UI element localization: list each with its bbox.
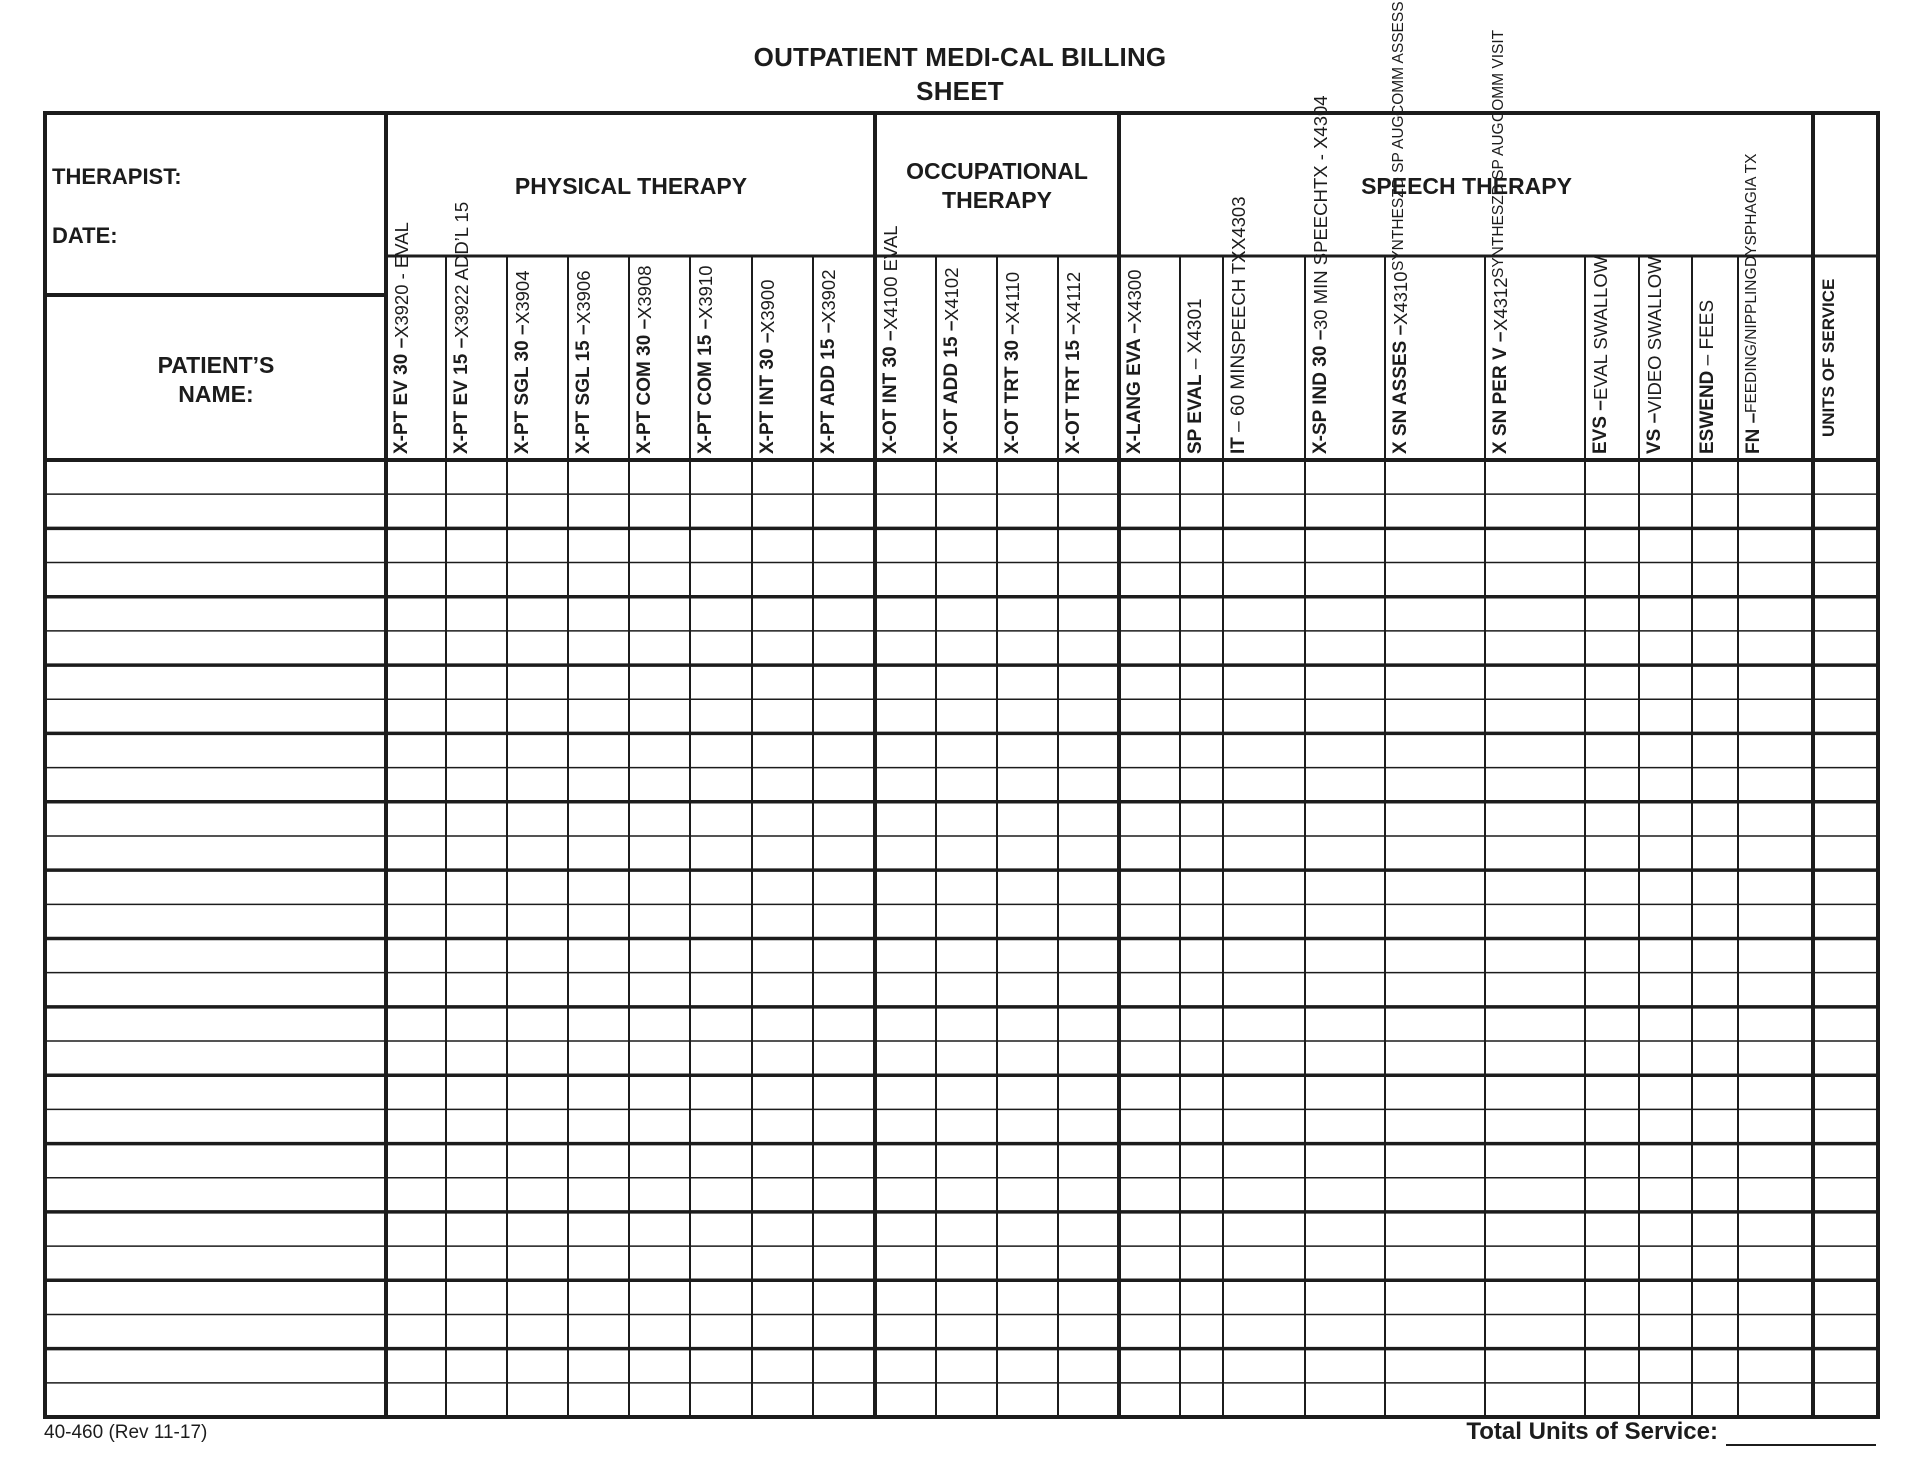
column-desc-line: X3910 bbox=[695, 265, 716, 319]
column-desc-line: X3902 bbox=[818, 269, 839, 323]
column-desc-line: 30 MIN SPEECH bbox=[1310, 188, 1331, 330]
occupational-therapy-header bbox=[875, 116, 1119, 256]
column-desc-line: VIDEO SWALLOW bbox=[1644, 256, 1665, 413]
column-code-bold: X-OT INT 30 – bbox=[880, 330, 901, 454]
column-code-bold: X SN PER V – bbox=[1490, 331, 1511, 454]
column-header-17 bbox=[1490, 30, 1582, 454]
column-code-bold: X-PT SGL 15 – bbox=[573, 324, 594, 454]
column-code-bold: X-PT SGL 30 – bbox=[512, 324, 533, 454]
column-desc-line: X4102 bbox=[941, 267, 962, 321]
therapist-label: THERAPIST: bbox=[52, 164, 182, 189]
column-header-13 bbox=[1185, 262, 1220, 454]
occupational-therapy-line-1: OCCUPATIONAL bbox=[906, 158, 1088, 184]
total-units-label: Total Units of Service: bbox=[1466, 1418, 1718, 1445]
column-desc-small: FEEDING/NIPPLING bbox=[1743, 267, 1760, 413]
column-code-bold: X-PT ADD 15 – bbox=[818, 322, 839, 454]
column-code-bold: X-OT TRT 30 – bbox=[1002, 324, 1023, 454]
column-code-bold: ESWEND bbox=[1697, 370, 1718, 454]
column-desc-line: X3906 bbox=[573, 270, 594, 325]
column-desc-line: TX - X4304 bbox=[1310, 95, 1331, 189]
column-code-bold: VS – bbox=[1644, 412, 1665, 454]
column-desc-line: X4310 bbox=[1390, 271, 1411, 325]
column-code-bold: X-PT INT 30 – bbox=[757, 332, 778, 454]
column-header-5 bbox=[695, 262, 749, 454]
column-header-14 bbox=[1228, 196, 1302, 454]
speech-therapy-label: SPEECH THERAPY bbox=[1361, 172, 1572, 199]
column-header-1 bbox=[451, 201, 504, 454]
speech-therapy-header bbox=[1119, 116, 1814, 256]
column-code-rest: – 60 MIN bbox=[1228, 354, 1249, 438]
column-code bbox=[1818, 279, 1840, 437]
column-header-7 bbox=[818, 262, 872, 454]
form-number: 40-460 (Rev 11-17) bbox=[44, 1422, 208, 1443]
column-code bbox=[1743, 413, 1765, 454]
column-code-bold: X-PT EV 30 – bbox=[391, 337, 412, 454]
column-desc-line: X4303 bbox=[1228, 196, 1249, 251]
column-code-bold: EVS – bbox=[1590, 400, 1611, 454]
column-desc-line: X4312 bbox=[1490, 278, 1511, 332]
column-desc-line: X3922 ADD’L 15 bbox=[451, 201, 472, 338]
column-header-21 bbox=[1743, 153, 1810, 454]
column-code bbox=[1124, 323, 1146, 454]
column-desc-small: COMM VISIT bbox=[1490, 30, 1507, 123]
date-label: DATE: bbox=[52, 223, 118, 248]
column-desc-line: X3900 bbox=[757, 279, 778, 333]
column-header-15 bbox=[1310, 95, 1382, 454]
column-header-19 bbox=[1644, 256, 1689, 454]
column-code bbox=[1490, 332, 1512, 455]
column-desc-small: SYNTHESZD SP AUG bbox=[1490, 122, 1507, 278]
column-desc-line: X4300 bbox=[1124, 269, 1145, 324]
column-code bbox=[880, 330, 902, 454]
column-desc-small: COMM ASSESS bbox=[1390, 1, 1407, 116]
column-code-bold: X-OT ADD 15 – bbox=[941, 320, 962, 454]
column-code bbox=[391, 338, 413, 454]
column-header-3 bbox=[573, 262, 626, 454]
column-code-bold: X-PT COM 15 – bbox=[695, 318, 716, 454]
patient-label-line-1: PATIENT’S bbox=[157, 352, 275, 378]
column-code bbox=[634, 319, 656, 454]
patient-label-line-2: NAME: bbox=[178, 381, 254, 407]
column-desc-line: X4110 bbox=[1002, 272, 1023, 325]
column-code bbox=[941, 321, 963, 454]
column-header-11 bbox=[1063, 262, 1116, 454]
title-line-1: OUTPATIENT MEDI-CAL BILLING bbox=[753, 42, 1167, 72]
column-code bbox=[1063, 324, 1085, 454]
column-code bbox=[1697, 300, 1719, 454]
column-header-10 bbox=[1002, 262, 1055, 454]
column-code bbox=[757, 333, 779, 454]
column-desc-line: X3904 bbox=[512, 270, 533, 325]
column-code bbox=[1002, 324, 1024, 454]
column-header-2 bbox=[512, 262, 565, 454]
column-header-20 bbox=[1697, 262, 1735, 454]
column-code-rest: – FEES bbox=[1697, 299, 1718, 371]
column-header-22 bbox=[1818, 262, 1875, 454]
column-code bbox=[512, 324, 534, 454]
column-code-bold: IT bbox=[1228, 437, 1249, 454]
column-code bbox=[1185, 298, 1207, 454]
column-code bbox=[818, 323, 840, 454]
column-code bbox=[1310, 330, 1332, 454]
column-header-6 bbox=[757, 262, 810, 454]
column-code-bold: X-OT TRT 15 – bbox=[1063, 324, 1084, 454]
column-desc-line: X4100 EVAL bbox=[880, 225, 901, 331]
total-units bbox=[1466, 1418, 1876, 1446]
patient-name-label bbox=[48, 351, 384, 409]
column-header-16 bbox=[1390, 1, 1482, 454]
column-code bbox=[1644, 413, 1666, 454]
column-code-bold: SP EVAL bbox=[1185, 374, 1206, 454]
column-code bbox=[573, 324, 595, 454]
column-header-12 bbox=[1124, 262, 1177, 454]
physical-therapy-label: PHYSICAL THERAPY bbox=[514, 172, 748, 199]
total-units-blank[interactable] bbox=[1726, 1422, 1876, 1446]
column-code bbox=[1390, 325, 1412, 454]
column-code-bold: X-PT COM 30 – bbox=[634, 318, 655, 454]
title-line-2: SHEET bbox=[916, 76, 1004, 106]
column-header-9 bbox=[941, 262, 994, 454]
column-header-0 bbox=[391, 221, 443, 454]
column-code-bold: FN – bbox=[1743, 412, 1764, 454]
column-code-bold: UNITS OF SERVICE bbox=[1819, 278, 1838, 438]
column-code bbox=[451, 338, 473, 454]
column-desc-small: SYNTHESZD SP AUG bbox=[1390, 115, 1407, 272]
column-code-bold: X-PT EV 15 – bbox=[451, 337, 472, 454]
column-desc-line: EVAL SWALLOW bbox=[1590, 255, 1611, 401]
occupational-therapy-line-2: THERAPY bbox=[942, 187, 1052, 213]
column-code-bold: X SN ASSES – bbox=[1390, 324, 1411, 454]
column-header-18 bbox=[1590, 255, 1636, 454]
column-code bbox=[695, 319, 717, 454]
column-header-8 bbox=[880, 225, 933, 454]
column-desc-line: SPEECH TX bbox=[1228, 250, 1249, 355]
column-code bbox=[1228, 355, 1250, 454]
column-code bbox=[1590, 400, 1612, 454]
column-desc-line: X4112 bbox=[1063, 272, 1084, 325]
column-code-bold: X-LANG EVA – bbox=[1124, 323, 1145, 454]
column-desc-line: X3920 - EVAL bbox=[391, 221, 412, 338]
column-header-4 bbox=[634, 262, 687, 454]
column-code-rest: – X4301 bbox=[1185, 298, 1206, 375]
column-desc-small: DYSPHAGIA TX bbox=[1743, 153, 1760, 268]
column-desc-line: X3908 bbox=[634, 265, 655, 319]
column-code-bold: X-SP IND 30 – bbox=[1310, 329, 1331, 454]
